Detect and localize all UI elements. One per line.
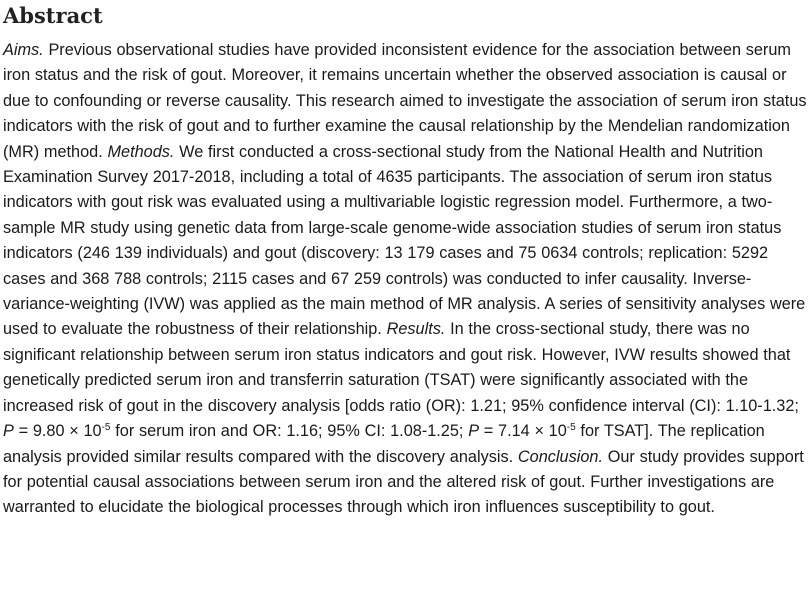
aims-text: Previous observational studies have provided inconsistent evidence for the association between serum iron status and the risk of gout. Moreover, it remains uncertain whether the observed association is causal or due to confounding or reverse causality. This research aimed to investigate the association of serum iron status indicators with the risk of gout and to further examine the causal relationship by the Mendelian randomization (MR) method. xyxy=(3,41,807,161)
p1-value: = 9.80 × 10 xyxy=(18,422,102,441)
p2-exponent: -5 xyxy=(566,422,576,434)
results-label: Results. xyxy=(386,320,446,339)
abstract-section xyxy=(3,0,809,521)
p2-value: = 7.14 × 10 xyxy=(483,422,567,441)
methods-text: We first conducted a cross-sectional study from the National Health and Nutrition Examination Survey 2017-2018, including a total of 4635 participants. The association of serum iron status indicators with gout risk was evaluated using a multivariable logistic regression model. Furthermore, a two-sample MR study using genetic data from large-scale genome-wide association studies of serum iron status indicators (246 139 individuals) and gout (discovery: 13 179 cases and 75 0634 controls; replication: 5292 cases and 368 788 controls; 2115 cases and 67 259 controls) was conducted to infer causality. Inverse-variance-weighting (IVW) was applied as the main method of MR analysis. A series of sensitivity analyses were used to evaluate the robustness of their relationship. xyxy=(3,142,806,339)
p-symbol-2: P xyxy=(468,422,480,441)
results-text-3: for TSAT]. The replication analysis provided similar results compared with the discovery analysis. xyxy=(3,422,765,466)
abstract-paragraph xyxy=(3,38,809,521)
p-symbol-1: P xyxy=(3,422,14,441)
results-text-1: In the cross-sectional study, there was no significant relationship between serum iron status indicators and gout risk. However, IVW results showed that genetically predicted serum iron and transferrin saturation (TSAT) were significantly associated with the increased risk of gout in the discovery analysis [odds ratio (OR): 1.21; 95% confidence interval (CI): 1.10-1.32; xyxy=(3,320,799,415)
conclusion-label: Conclusion. xyxy=(517,447,603,466)
methods-label: Methods. xyxy=(107,142,175,161)
aims-label: Aims. xyxy=(3,41,44,59)
results-text-2: for serum iron and OR: 1.16; 95% CI: 1.08-1.25; xyxy=(115,422,464,441)
conclusion-text: Our study provides support for potential causal associations between serum iron and the altered risk of gout. Further investigations are warranted to elucidate the biological processes through which iron influences susceptibility to gout. xyxy=(3,447,804,517)
section-heading: Abstract xyxy=(3,3,103,28)
p1-exponent: -5 xyxy=(101,422,111,434)
